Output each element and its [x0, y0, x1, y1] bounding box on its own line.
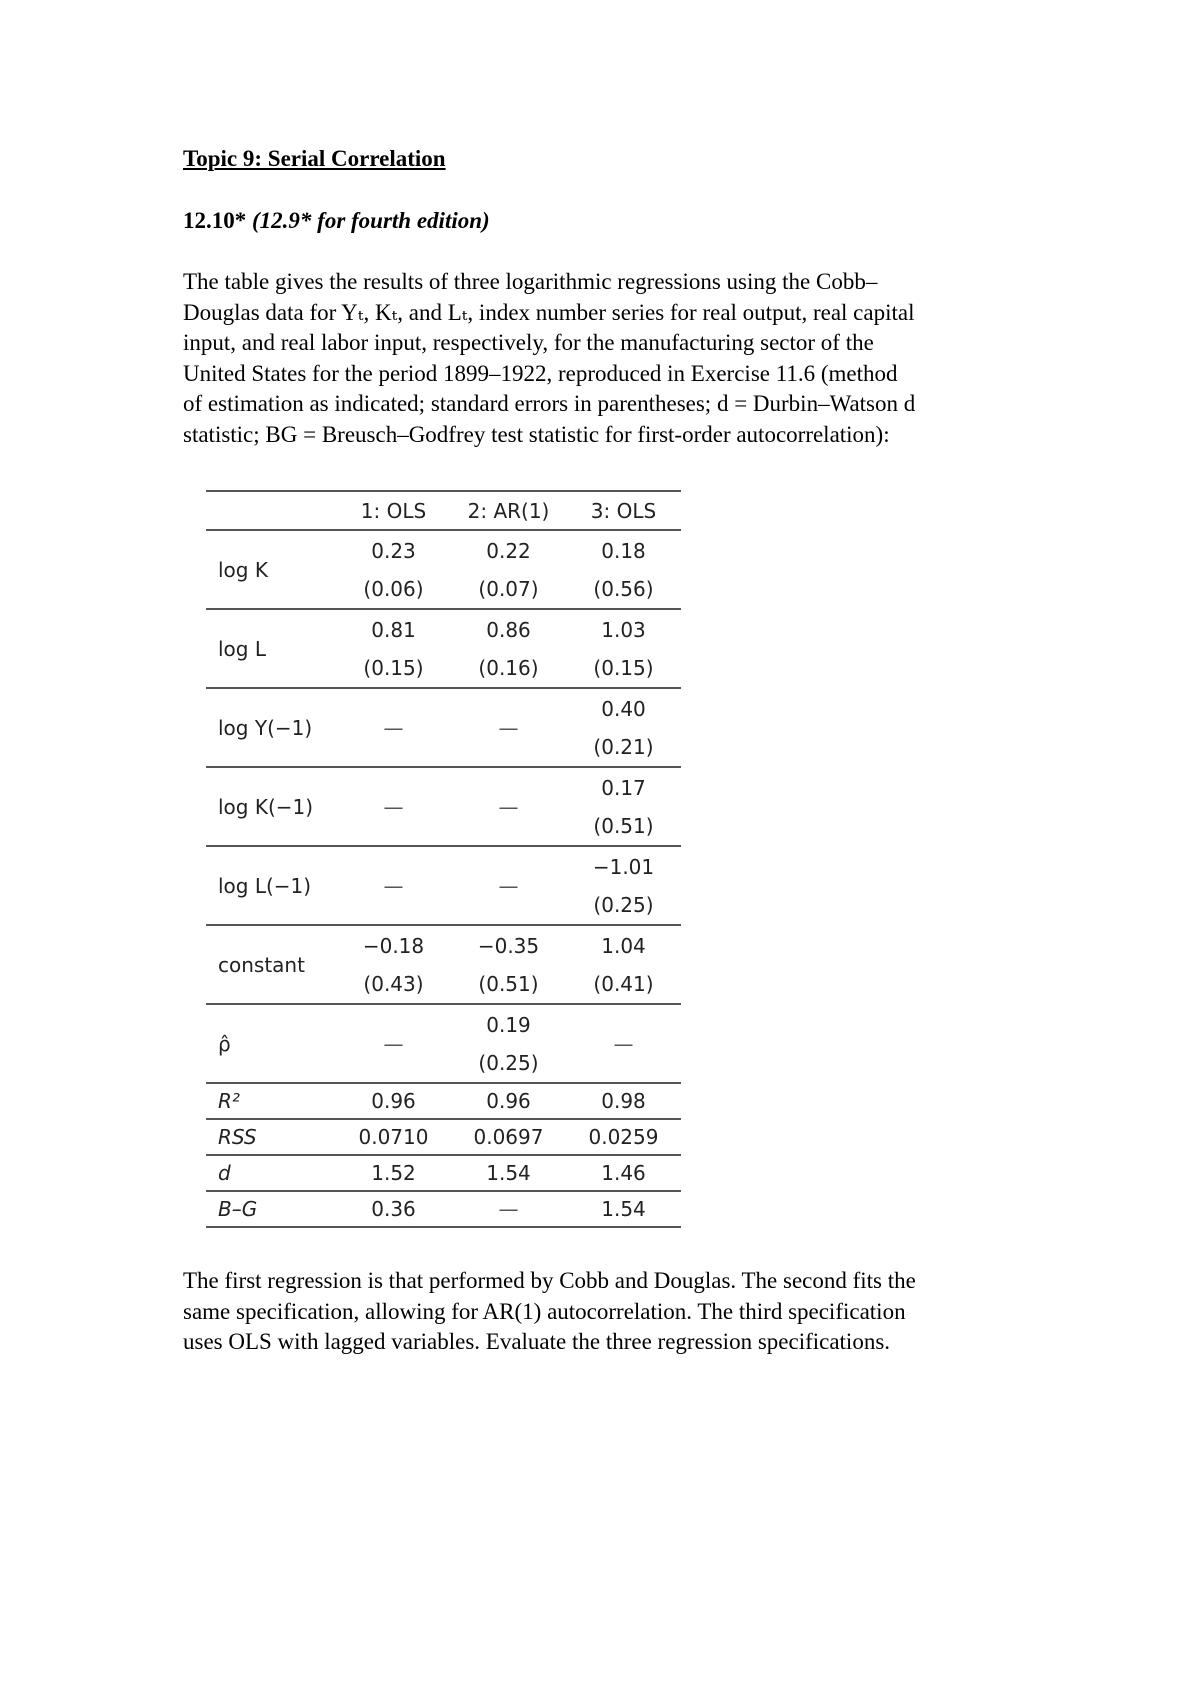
- table-cell: 1.03 (0.15): [593, 617, 654, 680]
- exercise-number: 12.10*: [183, 208, 247, 233]
- table-row: [206, 1005, 681, 1082]
- table-cell: −1.01 (0.25): [592, 854, 655, 917]
- row-label: ρ̂: [218, 1031, 231, 1056]
- table-cell: −0.35 (0.51): [477, 933, 540, 996]
- table-cell: 0.98: [601, 1089, 646, 1113]
- table-row: [206, 1084, 681, 1118]
- table-cell: 0.40 (0.21): [593, 696, 654, 759]
- table-cell: —: [498, 1197, 519, 1221]
- row-label: log K(−1): [218, 794, 314, 819]
- table-cell: 0.0697: [473, 1125, 544, 1149]
- topic-title: Topic 9: Serial Correlation: [183, 146, 446, 171]
- closing-line: same specification, allowing for AR(1) autocorrelation. The third specification: [183, 1298, 906, 1324]
- row-label: log L(−1): [218, 873, 312, 898]
- closing-paragraph: [183, 1266, 1043, 1358]
- closing-line: uses OLS with lagged variables. Evaluate the three regression specifications.: [183, 1329, 891, 1354]
- table-rule: [206, 1226, 681, 1228]
- column-header: 1: OLS: [360, 498, 427, 523]
- intro-line: The table gives the results of three logarithmic regressions using the Cobb–: [183, 269, 878, 294]
- table-cell: −0.18 (0.43): [362, 933, 425, 996]
- table-cell: —: [383, 1031, 404, 1056]
- row-label: log L: [218, 636, 266, 661]
- table-cell: 1.54: [486, 1161, 531, 1185]
- intro-line: statistic; BG = Breusch–Godfrey test statistic for first-order autocorrelation):: [183, 421, 890, 447]
- closing-line: The first regression is that performed by Cobb and Douglas. The second fits the: [183, 1268, 916, 1293]
- table-cell: —: [613, 1031, 634, 1056]
- column-header: 2: AR(1): [467, 498, 550, 523]
- table-cell: 0.17 (0.51): [593, 775, 654, 838]
- table-row: [206, 610, 681, 687]
- regression-table: [206, 490, 681, 1228]
- table-cell: —: [498, 873, 519, 898]
- table-cell: 0.18 (0.56): [593, 538, 654, 601]
- table-row: [206, 847, 681, 924]
- table-cell: 1.04 (0.41): [593, 933, 654, 996]
- table-cell: —: [383, 873, 404, 898]
- table-cell: 1.54: [601, 1197, 646, 1221]
- row-label: d: [218, 1161, 231, 1185]
- table-cell: —: [498, 715, 519, 740]
- table-row: [206, 768, 681, 845]
- table-row: [206, 689, 681, 766]
- table-cell: —: [498, 794, 519, 819]
- table-cell: 0.22 (0.07): [478, 538, 539, 601]
- table-cell: —: [383, 794, 404, 819]
- row-label: log K: [218, 557, 268, 582]
- table-cell: 0.0710: [358, 1125, 429, 1149]
- intro-line: of estimation as indicated; standard errors in parentheses; d = Durbin–Watson d: [183, 391, 916, 416]
- row-label: R²: [218, 1089, 240, 1113]
- table-cell: 0.81 (0.15): [363, 617, 424, 680]
- row-label: B–G: [218, 1197, 258, 1221]
- intro-paragraph: [183, 267, 1043, 450]
- table-header-row: [206, 492, 681, 529]
- table-cell: 0.96: [371, 1089, 416, 1113]
- exercise-alt-edition: (12.9* for fourth edition): [252, 208, 490, 233]
- table-cell: 0.96: [486, 1089, 531, 1113]
- exercise-heading: [183, 208, 490, 234]
- table-row: [206, 1192, 681, 1226]
- table-cell: 0.23 (0.06): [363, 538, 424, 601]
- intro-line: Douglas data for Yₜ, Kₜ, and Lₜ, index number series for real output, real capital: [183, 299, 915, 325]
- table-row: [206, 1120, 681, 1154]
- table-cell: 1.52: [371, 1161, 416, 1185]
- header-blank-cell: [206, 492, 336, 529]
- table-cell: 0.19 (0.25): [478, 1012, 539, 1075]
- row-label: RSS: [218, 1125, 257, 1149]
- column-header: 3: OLS: [590, 498, 657, 523]
- table-cell: 0.86 (0.16): [478, 617, 539, 680]
- table-row: [206, 1156, 681, 1190]
- table-row: [206, 531, 681, 608]
- table-cell: 0.0259: [588, 1125, 659, 1149]
- intro-line: input, and real labor input, respectively, for the manufacturing sector of the: [183, 330, 874, 355]
- row-label: constant: [218, 952, 305, 977]
- table-cell: —: [383, 715, 404, 740]
- row-label: log Y(−1): [218, 715, 313, 740]
- table-cell: 1.46: [601, 1161, 646, 1185]
- table-row: [206, 926, 681, 1003]
- intro-line: United States for the period 1899–1922, reproduced in Exercise 11.6 (method: [183, 360, 898, 386]
- table-cell: 0.36: [371, 1197, 416, 1221]
